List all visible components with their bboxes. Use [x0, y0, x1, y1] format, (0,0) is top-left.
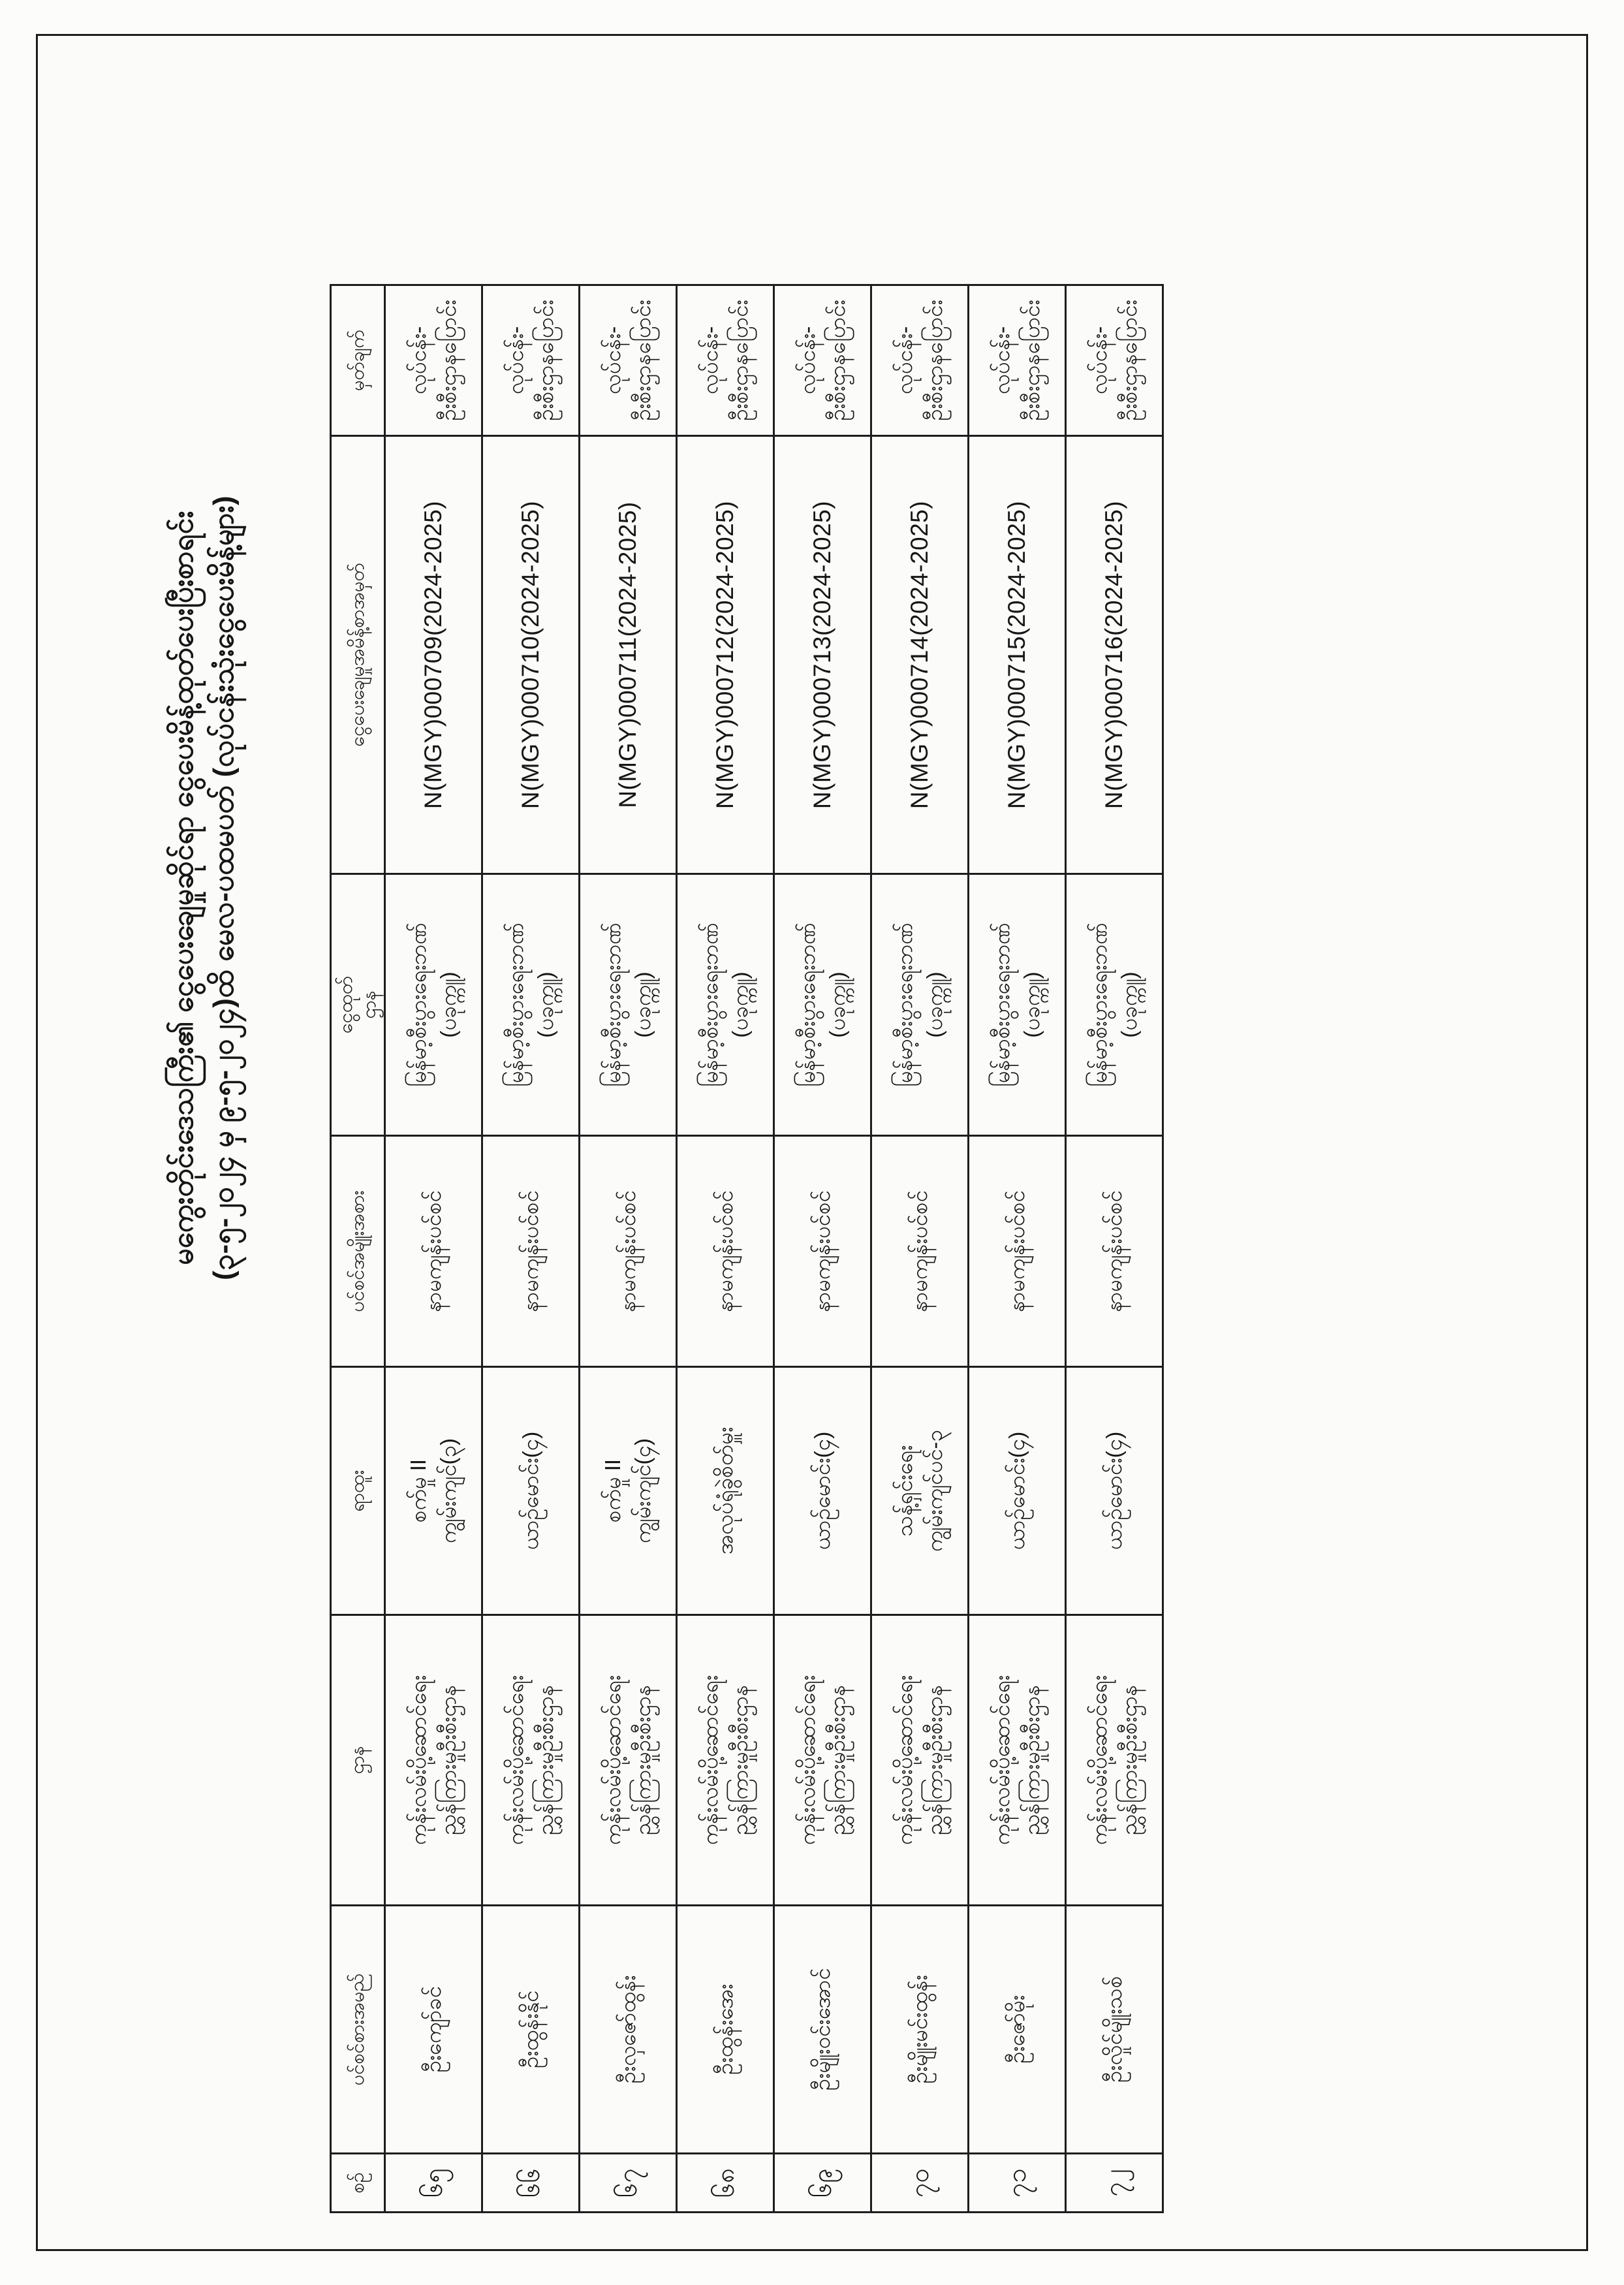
cell-remark-line: ဦးစီးဌာနပြောင်း [728, 300, 752, 421]
cell-dept-line: ညွှန်ကြားမှုဦးစီးဌာန [728, 1684, 752, 1836]
cell-dept-line: ညွှန်ကြားမှုဦးစီးဌာန [825, 1684, 849, 1836]
cell-payment_no-line: N(MGY)000713(2024-2025) [809, 500, 835, 810]
cell-payment_no-line: N(MGY)000711(2024-2025) [614, 501, 641, 808]
table-row [969, 285, 1066, 2213]
cell-payment_no-line: N(MGY)000710(2024-2025) [517, 500, 544, 810]
cell-pension_type [580, 1136, 677, 1367]
cell-position [482, 1367, 580, 1615]
cell-bank-line: မြန်မာ့စီးပွားရေးဘဏ် [503, 922, 527, 1087]
cell-no-line: ၆၆ [516, 2168, 545, 2198]
table-row [871, 285, 969, 2213]
cell-remark [580, 285, 677, 436]
cell-bank [482, 874, 580, 1136]
cell-remark [1066, 285, 1163, 436]
cell-dept-line: ညွှန်ကြားမှုဦးစီးဌာန [631, 1684, 655, 1836]
cell-dept [774, 1615, 871, 1906]
cell-payment_no-line: N(MGY)000712(2024-2025) [711, 500, 738, 810]
cell-no [871, 2154, 969, 2213]
cell-position [774, 1367, 871, 1615]
cell-payment_no-line: N(MGY)000714(2024-2025) [906, 500, 933, 810]
document-title-line2: (၃-၅-၂၀၂၄ မှ ၉-၅-၂၀၂၄)ထိ မေလ-ပထမပတ် (လုပ်ငန်းသုံးငွေပေးမိန့်များ) [208, 496, 240, 1281]
document-title [163, 313, 244, 1462]
cell-remark-line: လုပ်ငန်း- [503, 326, 527, 395]
cell-bank-line: မြန်မာ့စီးပွားရေးဘဏ် [406, 922, 430, 1087]
cell-dept-line: ကုန်းလမ်းပို့ဆောင်ရေး [406, 1675, 430, 1846]
cell-bank [774, 874, 871, 1136]
cell-pension_type [482, 1136, 580, 1367]
cell-pension_type-line: နာမကျန်းပင်စင် [1005, 1190, 1029, 1312]
cell-bank [677, 874, 774, 1136]
cell-dept [580, 1615, 677, 1906]
cell-name [677, 1906, 774, 2154]
col-header-position [331, 1367, 385, 1615]
col-header-remark-line: မှတ်ချက် [347, 329, 368, 392]
cell-bank-line: (ပခုက္ကူ) [728, 971, 752, 1038]
table-row [482, 285, 580, 2213]
cell-name [1066, 1906, 1163, 2154]
cell-no-line: ၇၂ [1100, 2169, 1129, 2197]
col-header-name-line: ပင်စင်စားအမည် [347, 1973, 368, 2086]
cell-dept-line: ကုန်းလမ်းပို့ဆောင်ရေး [892, 1675, 916, 1846]
cell-remark-line: ဦးစီးဌာနပြောင်း [825, 300, 849, 421]
cell-bank-line: (ပခုက္ကူ) [825, 971, 849, 1038]
cell-name-line: ဦးလှိုင်မျိုးသစ် [1102, 1976, 1126, 2083]
cell-remark-line: လုပ်ငန်း- [892, 326, 916, 395]
cell-bank-line: (ပခုက္ကူ) [436, 971, 460, 1038]
table-body [385, 285, 1163, 2213]
cell-position-line: ယာဉ်မောင်း(၄) [1102, 1431, 1126, 1551]
cell-payment_no [385, 436, 482, 874]
cell-dept [482, 1615, 580, 1906]
cell-name-line: ဦးလှဇော်ထွန်း [616, 1975, 640, 2084]
cell-remark-line: ဦးစီးဌာနပြောင်း [533, 300, 557, 421]
cell-payment_no [482, 436, 580, 874]
table-row [385, 285, 482, 2213]
cell-payment_no-line: N(MGY)000709(2024-2025) [420, 500, 446, 810]
col-header-dept [331, 1615, 385, 1906]
cell-position [385, 1367, 482, 1615]
cell-position-line: အလုပ်ရုံခွဲစိတ်မှူး [713, 1426, 737, 1555]
cell-name-line: ဦးကျော်ခင် [421, 1986, 445, 2073]
cell-remark-line: လုပ်ငန်း- [406, 326, 430, 395]
cell-payment_no [969, 436, 1066, 874]
cell-bank [1066, 874, 1163, 1136]
cell-bank-line: (ပခုက္ကူ) [533, 971, 557, 1038]
cell-remark-line: ဦးစီးဌာနပြောင်း [1020, 300, 1044, 421]
cell-pension_type [774, 1136, 871, 1367]
cell-position [677, 1367, 774, 1615]
cell-pension_type-line: နာမကျန်းပင်စင် [1102, 1190, 1126, 1312]
cell-position-line: ယာဉ်မောင်း(၄) [518, 1431, 542, 1551]
cell-payment_no [1066, 436, 1163, 874]
cell-no-line: ၆၉ [808, 2168, 837, 2198]
cell-no [482, 2154, 580, 2213]
cell-bank [969, 874, 1066, 1136]
cell-position-line: သန့်ရှင်းရေး [892, 1445, 916, 1537]
cell-dept-line: ကုန်းလမ်းပို့ဆောင်ရေး [1087, 1675, 1111, 1846]
cell-position-line: စက်မှု II [406, 1458, 430, 1523]
cell-dept [969, 1615, 1066, 1906]
cell-remark [774, 285, 871, 436]
col-header-pension_type [331, 1136, 385, 1367]
pension-payment-table [330, 284, 1164, 2213]
cell-position-line: ယာဉ်မောင်း(၄) [810, 1431, 834, 1551]
cell-remark-line: လုပ်ငန်း- [795, 326, 819, 395]
col-header-no [331, 2154, 385, 2213]
cell-name [969, 1906, 1066, 2154]
cell-pension_type [1066, 1136, 1163, 1367]
cell-name [580, 1906, 677, 2154]
cell-dept [677, 1615, 774, 1906]
cell-bank-line: မြန်မာ့စီးပွားရေးဘဏ် [990, 922, 1014, 1087]
cell-remark-line: ဦးစီးဌာနပြောင်း [922, 300, 946, 421]
table-row [1066, 285, 1163, 2213]
cell-payment_no-line: N(MGY)000715(2024-2025) [1003, 500, 1030, 810]
cell-name [385, 1906, 482, 2154]
document-title-line1: မကွေးတိုင်းဒေသကြီး၏ ငွေပေးချေမှုဆိုင်ရာ ငွေပေးမိန့်ထုတ်ပေးပြီးစာရင်း [167, 511, 199, 1265]
cell-pension_type-line: နာမကျန်းပင်စင် [518, 1190, 542, 1312]
col-header-position-line: ရာထူး [347, 1470, 368, 1512]
col-header-bank-line: ငွေထုတ် [336, 975, 356, 1034]
cell-bank-line: (ပခုက္ကူ) [631, 971, 655, 1038]
cell-payment_no [580, 436, 677, 874]
cell-pension_type [969, 1136, 1066, 1367]
col-header-bank [331, 874, 385, 1136]
cell-bank-line: မြန်မာ့စီးပွားရေးဘဏ် [892, 922, 916, 1087]
col-header-remark [331, 285, 385, 436]
cell-remark-line: လုပ်ငန်း- [1087, 326, 1111, 395]
cell-remark [871, 285, 969, 436]
cell-remark-line: ဦးစီးဌာနပြောင်း [631, 300, 655, 421]
cell-no [774, 2154, 871, 2213]
cell-bank-line: မြန်မာ့စီးပွားရေးဘဏ် [698, 922, 722, 1087]
table-row [774, 285, 871, 2213]
rotated-landscape-content [167, 286, 1198, 2213]
cell-bank [871, 874, 969, 1136]
cell-dept-line: ညွှန်ကြားမှုဦးစီးဌာန [1020, 1684, 1044, 1836]
cell-name-line: ဦးမျိုးဝင်းအောင် [810, 1968, 834, 2091]
cell-pension_type-line: နာမကျန်းပင်စင် [421, 1190, 445, 1312]
col-header-payment_no [331, 436, 385, 874]
cell-position-line: ကျွမ်းကျင်(၄) [631, 1438, 655, 1544]
cell-remark [677, 285, 774, 436]
cell-no-line: ၇၁ [1003, 2168, 1031, 2198]
cell-payment_no [871, 436, 969, 874]
cell-remark-line: ဦးစီးဌာနပြောင်း [1117, 300, 1141, 421]
cell-dept-line: ကုန်းလမ်းပို့ဆောင်ရေး [503, 1675, 527, 1846]
cell-bank-line: မြန်မာ့စီးပွားရေးဘဏ် [1087, 922, 1111, 1087]
table-row [677, 285, 774, 2213]
col-header-bank-line: ဌာန [359, 990, 380, 1019]
cell-remark [482, 285, 580, 436]
cell-payment_no [774, 436, 871, 874]
cell-payment_no-line: N(MGY)000716(2024-2025) [1101, 500, 1127, 810]
cell-bank [385, 874, 482, 1136]
cell-dept [871, 1615, 969, 1906]
col-header-name [331, 1906, 385, 2154]
cell-remark-line: လုပ်ငန်း- [990, 326, 1014, 395]
cell-position-line: ကျွမ်းကျင်ပင်-၃ [922, 1429, 946, 1552]
cell-bank-line: (ပခုက္ကူ) [1020, 971, 1044, 1038]
cell-bank [580, 874, 677, 1136]
cell-position-line: စက်မှု II [601, 1458, 625, 1523]
cell-remark-line: လုပ်ငန်း- [698, 326, 722, 395]
cell-name-line: ဦးထွန်းအေး [713, 1983, 737, 2075]
cell-pension_type-line: နာမကျန်းပင်စင် [810, 1190, 834, 1312]
cell-no-line: ၆၇ [614, 2168, 642, 2198]
cell-remark [969, 285, 1066, 436]
cell-dept-line: ကုန်းလမ်းပို့ဆောင်ရေး [601, 1675, 625, 1846]
cell-name [482, 1906, 580, 2154]
cell-position [969, 1367, 1066, 1615]
cell-no-line: ၆၈ [711, 2167, 740, 2198]
cell-no-line: ၆၅ [419, 2168, 448, 2198]
cell-position [1066, 1367, 1163, 1615]
cell-dept-line: ညွှန်ကြားမှုဦးစီးဌာန [922, 1684, 946, 1836]
cell-no [969, 2154, 1066, 2213]
cell-dept-line: ကုန်းလမ်းပို့ဆောင်ရေး [990, 1675, 1014, 1846]
header-row [331, 285, 385, 2213]
cell-no-line: ၇၀ [905, 2168, 934, 2198]
cell-position-line: ကျွမ်းကျင်(၃) [436, 1438, 460, 1544]
cell-pension_type-line: နာမကျန်းပင်စင် [616, 1190, 640, 1312]
cell-dept-line: ကုန်းလမ်းပို့ဆောင်ရေး [698, 1675, 722, 1846]
cell-bank-line: (ပခုက္ကူ) [1117, 971, 1141, 1038]
cell-dept-line: ညွှန်ကြားမှုဦးစီးဌာန [436, 1684, 460, 1836]
cell-no [385, 2154, 482, 2213]
cell-dept-line: ညွှန်ကြားမှုဦးစီးဌာန [533, 1684, 557, 1836]
cell-pension_type-line: နာမကျန်းပင်စင် [713, 1190, 737, 1312]
cell-no [677, 2154, 774, 2213]
cell-remark [385, 285, 482, 436]
col-header-no-line: စဉ် [347, 2172, 368, 2194]
cell-pension_type [385, 1136, 482, 1367]
cell-remark-line: လုပ်ငန်း- [601, 326, 625, 395]
col-header-pension_type-line: ပင်စင်အမျိုးအစား [347, 1190, 368, 1312]
col-header-dept-line: ဌာန [347, 1746, 368, 1774]
cell-no [1066, 2154, 1163, 2213]
table-header-row [331, 285, 385, 2213]
cell-dept [1066, 1615, 1163, 1906]
cell-bank-line: မြန်မာ့စီးပွားရေးဘဏ် [795, 922, 819, 1087]
cell-name-line: ဦးဇော်မိုး [1005, 1994, 1029, 2064]
cell-remark-line: ဦးစီးဌာနပြောင်း [436, 300, 460, 421]
cell-bank-line: မြန်မာ့စီးပွားရေးဘဏ် [601, 922, 625, 1087]
cell-position-line: ယာဉ်မောင်း(၄) [1005, 1431, 1029, 1551]
cell-pension_type-line: နာမကျန်းပင်စင် [907, 1190, 931, 1312]
cell-dept-line: ညွှန်ကြားမှုဦးစီးဌာန [1117, 1684, 1141, 1836]
col-header-payment_no-line: ငွေပေးချေမှုအမိန့်စာအမှတ် [347, 563, 368, 747]
cell-name [871, 1906, 969, 2154]
cell-name-line: ဦးမျိုးမင်းထွန်း [907, 1975, 931, 2084]
table-row [580, 285, 677, 2213]
cell-pension_type [677, 1136, 774, 1367]
cell-position [580, 1367, 677, 1615]
cell-dept [385, 1615, 482, 1906]
cell-bank-line: (ပခုက္ကူ) [922, 971, 946, 1038]
cell-name-line: ဦးထွန်းနိုင် [518, 1990, 542, 2069]
cell-payment_no [677, 436, 774, 874]
cell-dept-line: ကုန်းလမ်းပို့ဆောင်ရေး [795, 1675, 819, 1846]
cell-name [774, 1906, 871, 2154]
cell-pension_type [871, 1136, 969, 1367]
cell-no [580, 2154, 677, 2213]
cell-position [871, 1367, 969, 1615]
